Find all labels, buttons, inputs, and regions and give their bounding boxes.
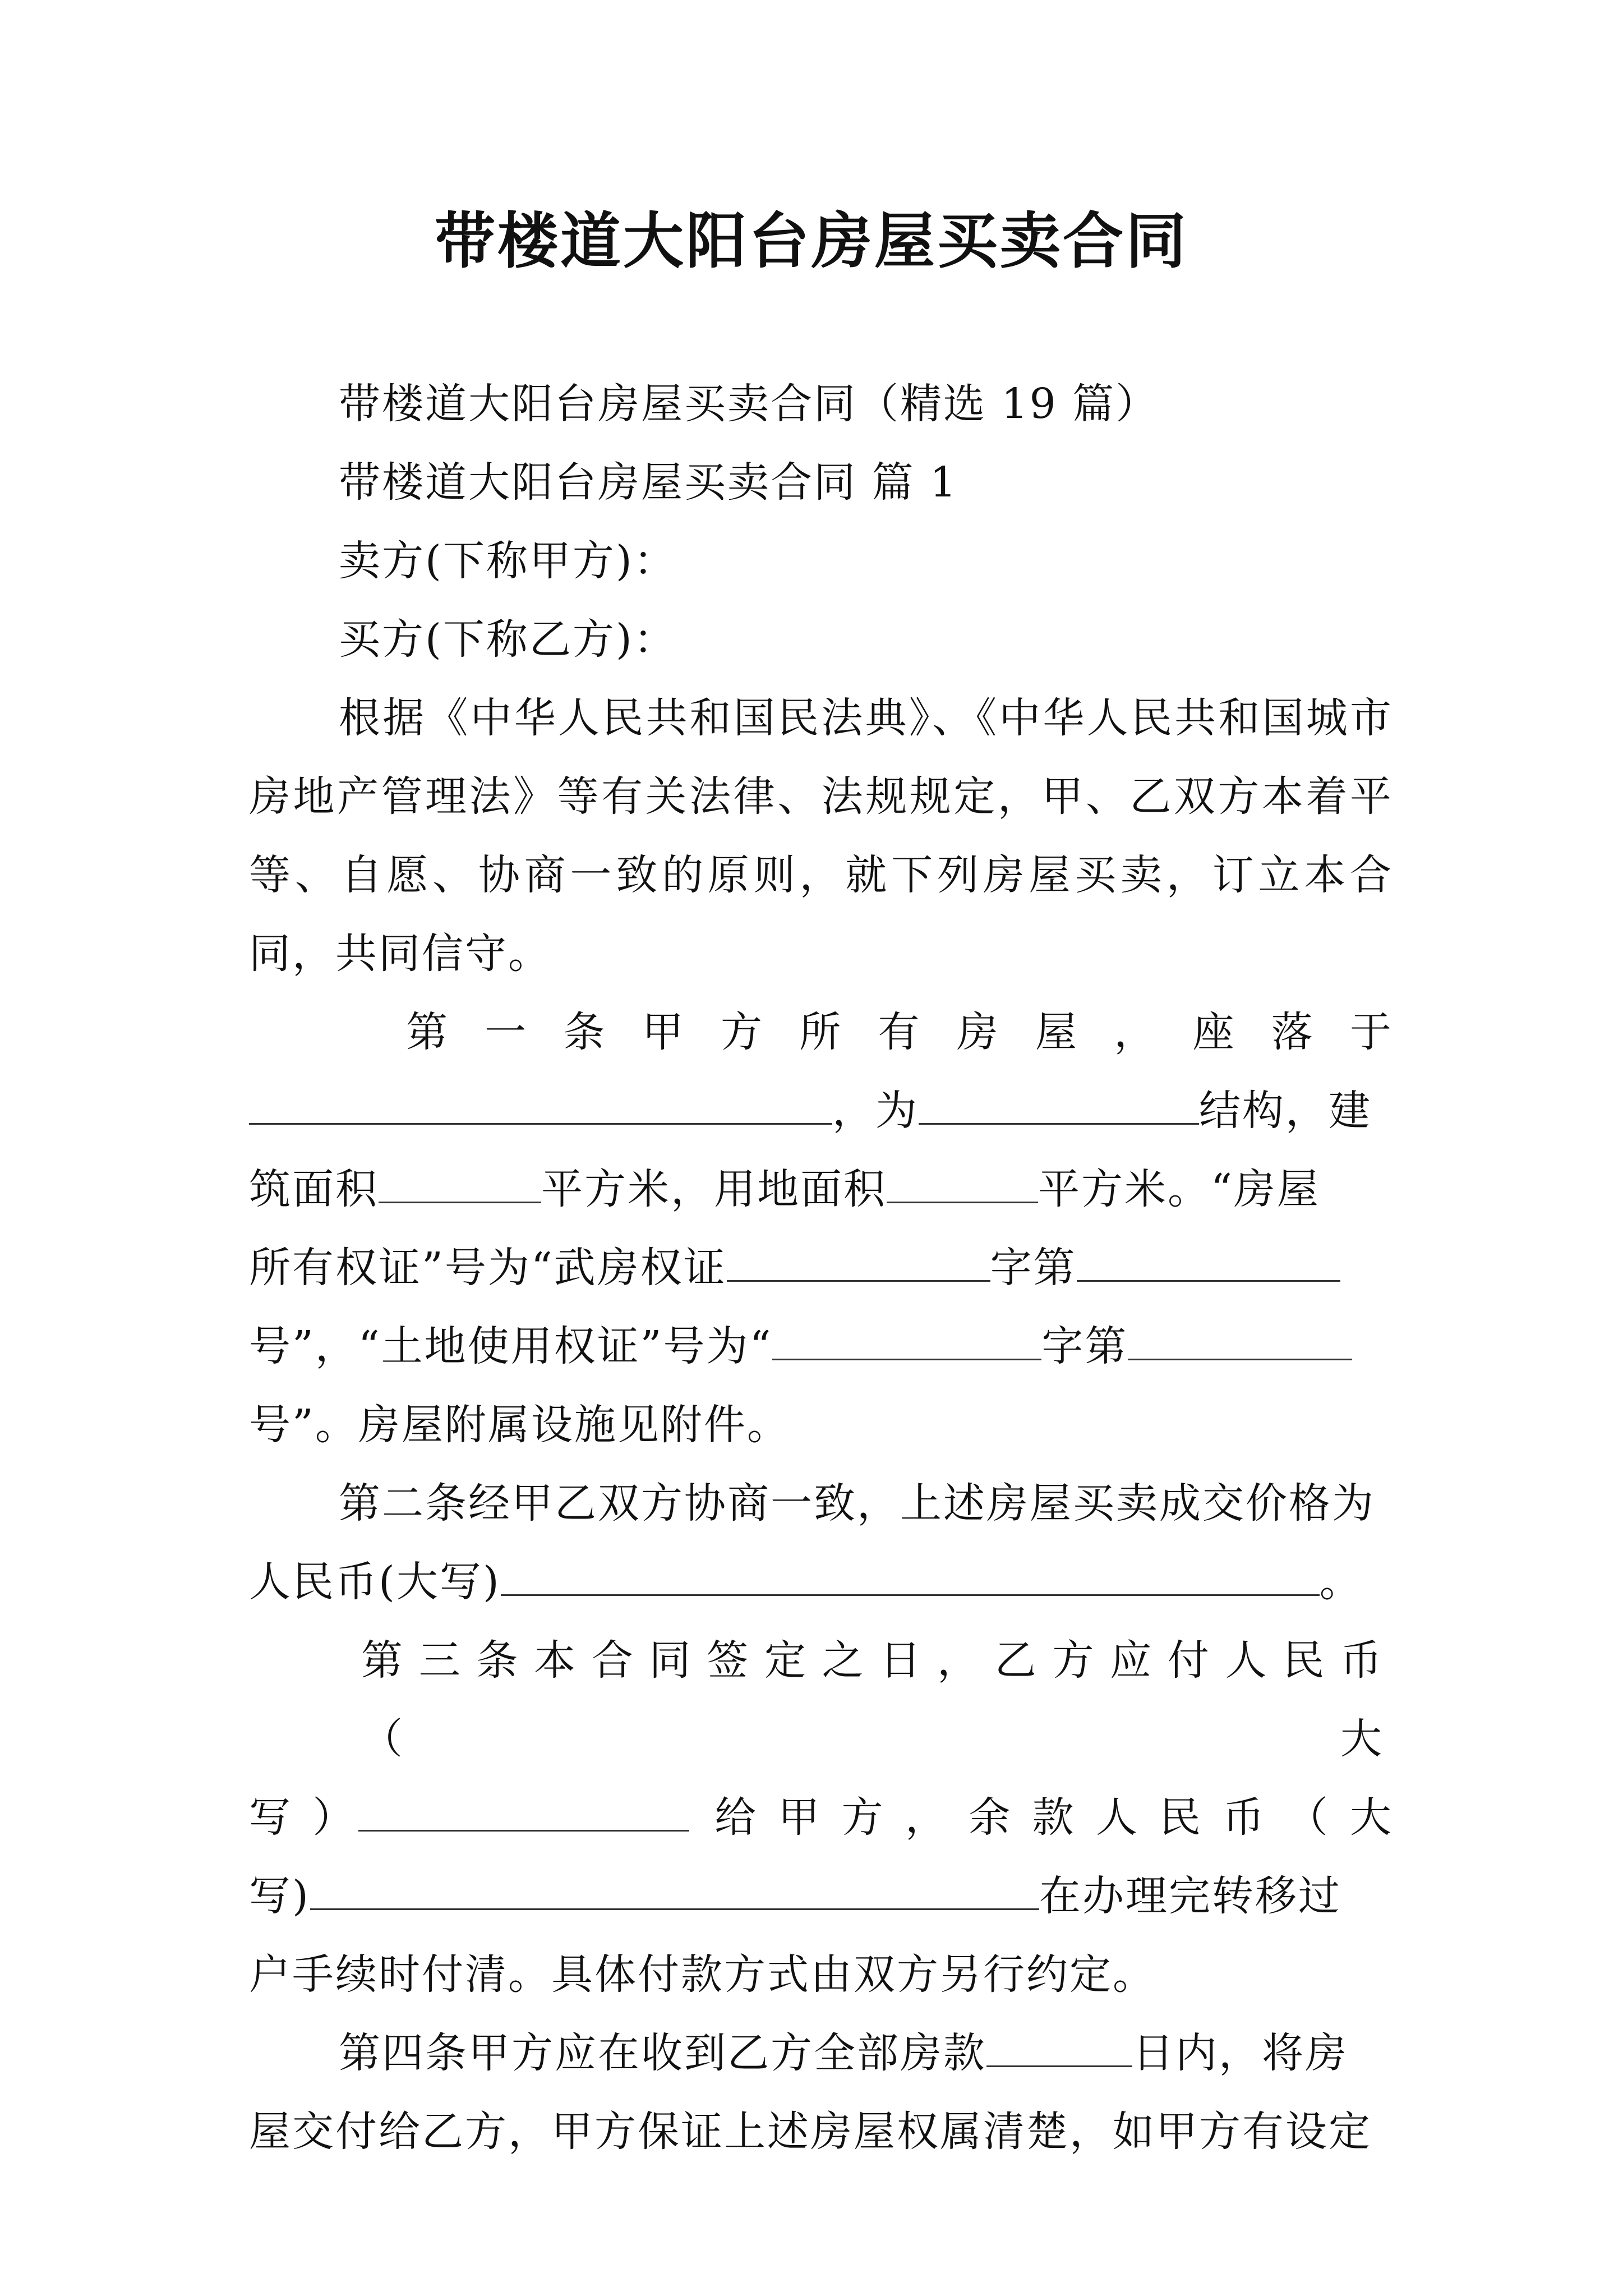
article-1-line-3: [249, 1150, 1393, 1228]
article-2-text-c: 。: [1319, 1558, 1363, 1606]
article-1-text-a: 第 一 条 甲 方 所 有 房 屋 ， 座 落 于: [406, 1008, 1393, 1056]
property-cert-word-blank[interactable]: [727, 1235, 990, 1282]
land-cert-number-blank[interactable]: [1128, 1314, 1352, 1360]
land-area-blank[interactable]: [887, 1157, 1038, 1203]
article-1-text-j: 字第: [1041, 1322, 1128, 1370]
article-1-line-5: [249, 1307, 1393, 1386]
days-blank[interactable]: [986, 2021, 1132, 2067]
article-1-text-f: 平方米。“房屋: [1038, 1165, 1320, 1213]
article-3: [249, 1621, 1393, 2014]
buyer-line: 买方(下称乙方)：: [339, 615, 677, 664]
article-1-text-b: ，为: [832, 1087, 919, 1135]
article-4-line-1: [249, 2014, 1393, 2092]
article-1-line-4: [249, 1228, 1393, 1307]
article-2: [249, 1464, 1393, 1621]
article-3-text-e: 在办理完转移过: [1039, 1872, 1341, 1920]
article-4-text-b: 日内，将房: [1132, 2029, 1348, 2077]
article-3-text-c: 给 甲 方 ， 余 款 人 民 币 （ 大: [712, 1793, 1393, 1842]
article-3-text-a: 第三条本合同签定之日，乙方应付人民币（大: [361, 1636, 1393, 1763]
article-2-line-1: 第二条经甲乙双方协商一致，上述房屋买卖成交价格为: [339, 1479, 1375, 1527]
article-1-line-1: [249, 993, 1393, 1071]
article-2-text-b: 人民币(大写): [249, 1558, 501, 1606]
section-heading: 带楼道大阳台房屋买卖合同 篇 1: [339, 458, 958, 507]
document-title: 带楼道大阳台房屋买卖合同: [434, 206, 1188, 277]
property-cert-number-blank[interactable]: [1077, 1235, 1340, 1282]
document-body: [249, 365, 1393, 2171]
article-3-text-b: 写 ）: [249, 1793, 359, 1842]
article-1-text-c: 结构，建: [1199, 1087, 1372, 1135]
article-1-line-2: [249, 1071, 1393, 1150]
article-3-line-3: [249, 1857, 1393, 1935]
article-2-line-2: [249, 1543, 1393, 1621]
land-cert-word-blank[interactable]: [772, 1314, 1041, 1360]
article-1-line-6: 号”。房屋附属设施见附件。: [249, 1401, 790, 1449]
price-blank[interactable]: [501, 1549, 1320, 1596]
building-area-blank[interactable]: [379, 1157, 541, 1203]
article-3-line-1: [249, 1621, 1393, 1778]
location-blank[interactable]: [249, 1078, 832, 1125]
article-1-text-i: 号”，“土地使用权证”号为“: [249, 1322, 773, 1370]
subtitle: 带楼道大阳台房屋买卖合同（精选 19 篇）: [339, 380, 1159, 428]
article-4: [249, 2014, 1393, 2171]
article-4-line-2: 屋交付给乙方，甲方保证上述房屋权属清楚，如甲方有设定: [249, 2108, 1372, 2156]
article-1-text-g: 所有权证”号为“武房权证: [249, 1244, 727, 1292]
structure-blank[interactable]: [919, 1078, 1199, 1125]
seller-line: 卖方(下称甲方)：: [339, 537, 677, 585]
article-3-line-2: [249, 1778, 1393, 1857]
down-payment-blank[interactable]: [358, 1785, 689, 1832]
article-1-text-d: 筑面积: [249, 1165, 379, 1213]
balance-blank[interactable]: [310, 1864, 1039, 1910]
article-3-line-4: 户手续时付清。具体付款方式由双方另行约定。: [249, 1950, 1156, 1999]
article-1-text-h: 字第: [990, 1244, 1077, 1292]
article-4-text-a: 第四条甲方应在收到乙方全部房款: [339, 2029, 986, 2077]
article-1: [249, 993, 1393, 1464]
intro-paragraph: 根据《中华人民共和国民法典》、《中华人民共和国城市房地产管理法》等有关法律、法规规定，甲、乙双方本着平等、自愿、协商一致的原则，就下列房屋买卖，订立本合同，共同信守。: [249, 694, 1393, 978]
article-3-text-d: 写): [249, 1872, 310, 1920]
article-1-text-e: 平方米，用地面积: [541, 1165, 887, 1213]
